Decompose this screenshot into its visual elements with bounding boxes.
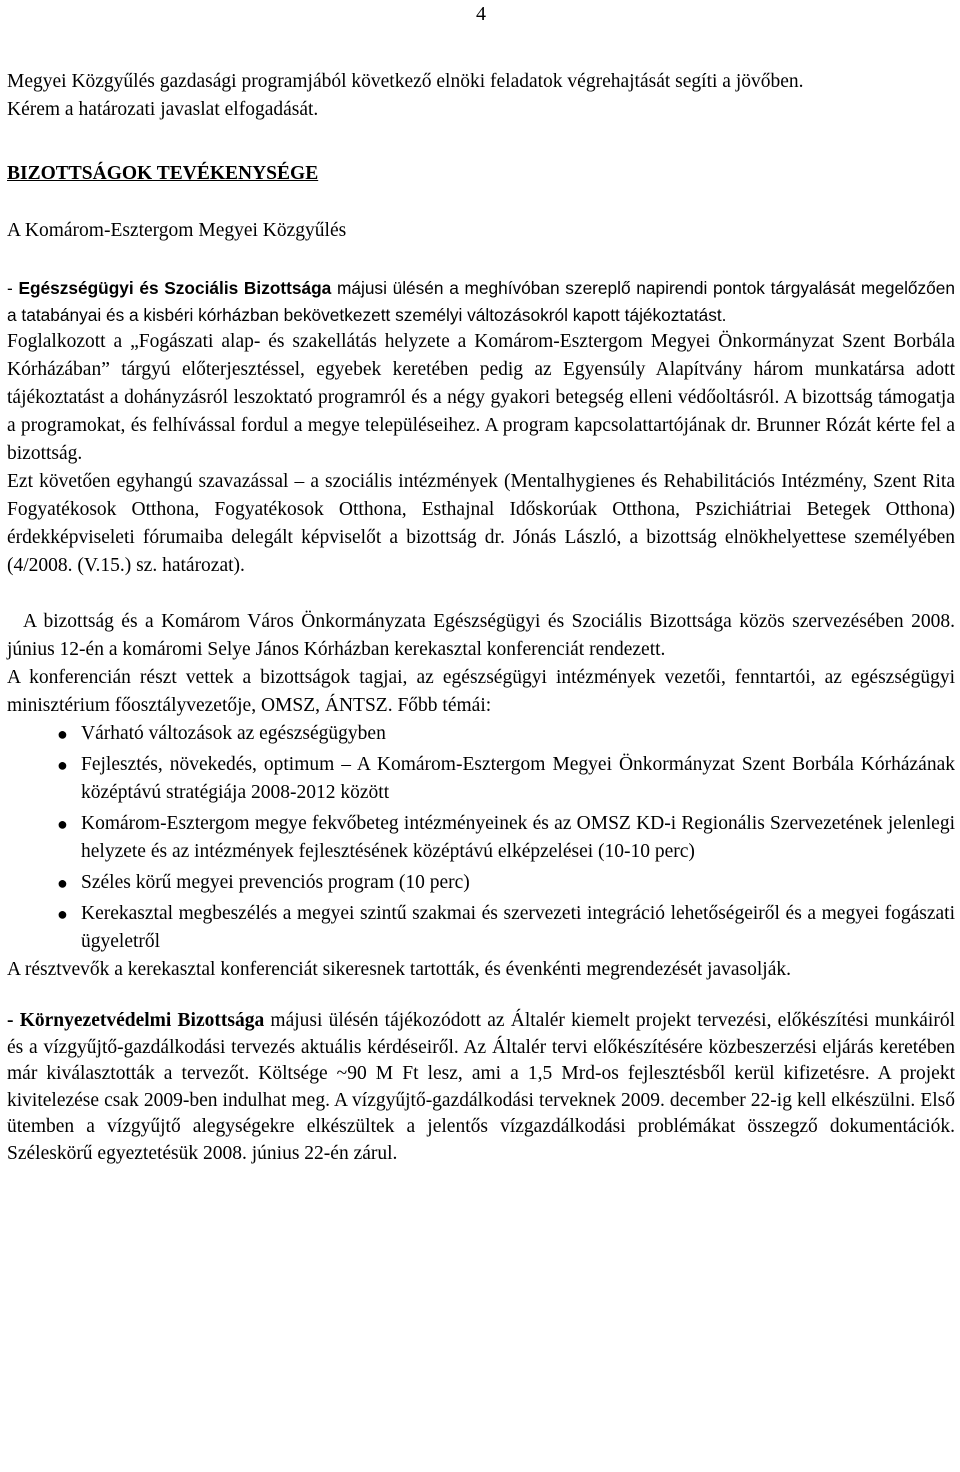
bullet-icon: ●: [57, 873, 68, 893]
health-committee-paragraph-1: [7, 275, 955, 328]
bullet-icon: ●: [57, 904, 68, 924]
health-committee-paragraph-6: A résztvevők a kerekasztal konferenciát sikeresnek tartották, és évenkénti megrendezését javasolják.: [7, 959, 791, 980]
environment-committee-name: Környezetvédelmi Bizottsága: [19, 1010, 265, 1031]
section-title: BIZOTTSÁGOK TEVÉKENYSÉGE: [7, 163, 319, 184]
health-committee-paragraph-2: Foglalkozott a „Fogászati alap- és szakellátás helyzete a Komárom-Esztergom Megyei Önkormányzat Szent Borbála Kórházában” tárgyú előterjesztéssel, egyebek keretében pedig az Egyensúly Alapítvány három munkatársa adott tájékoztatást a dohányzásról leszoktató programról és a négy gyakori betegség elleni védőoltásról. A bizottság támogatja a programokat, és felhívással fordul a megye településeihez. A program kapcsolattartójának dr. Brunner Rózát kérte fel a bizottság.: [7, 331, 955, 464]
conference-topics-list: [7, 720, 955, 956]
health-committee-paragraph-4: A bizottság és a Komárom Város Önkormányzata Egészségügyi és Szociális Bizottsága közös szervezésében 2008. június 12-én a komáromi Selye János Kórházban kerekasztal konferenciát rendezett.: [7, 611, 955, 660]
intro-request: Kérem a határozati javaslat elfogadását.: [7, 99, 319, 120]
environment-committee-prefix: -: [7, 1010, 20, 1031]
health-committee-paragraph-5: A konferencián részt vettek a bizottságok tagjai, az egészségügyi intézmények vezetői, fenntartói, az egészségügyi minisztérium főosztályvezetője, OMSZ, ÁNTSZ. Főbb témái:: [7, 667, 955, 716]
list-item: ● Fejlesztés, növekedés, optimum – A Komárom-Esztergom Megyei Önkormányzat Szent Borbála Kórházának középtávú stratégiája 2008-2012 között: [81, 751, 955, 807]
environment-committee-paragraph: [7, 1008, 955, 1167]
environment-committee-text: májusi ülésén tájékozódott az Általér kiemelt projekt tervezési, előkészítési munkáiról és a vízgyűjtő-gazdálkodási tervezés aktuális kérdéseiről. Az Általér tervi előkészítésére közbeszerzési eljárás keretében már kiválasztották a tervezőt. Költsége ~90 M Ft lesz, ami a 1,5 Mrd-os fejlesztésből kerül kifizetésre. A projekt kivitelezése csak 2009-ben indulhat meg. A vízgyűjtő-gazdálkodási terveknek 2009. december 22-ig kell elkészülni. Első ütemben a vízgyűjtő alegységekre elkészültek a jelentős vízgazdálkodási problémákat összegző dokumentációk. Széleskörű egyeztetésük 2008. június 22-én zárul.: [7, 1010, 955, 1164]
health-committee-intro-text: májusi ülésén a meghívóban szereplő napirendi pontok tárgyalását megelőzően a tatabányai és a kisbéri kórházban bekövetkezett személyi változásokról kapott tájékoztatást.: [7, 278, 955, 325]
bullet-icon: ●: [57, 814, 68, 834]
bullet-icon: ●: [57, 755, 68, 775]
intro-paragraph: Megyei Közgyűlés gazdasági programjából következő elnöki feladatok végrehajtását segíti a jövőben.: [7, 71, 804, 92]
list-item: ● Várható változások az egészségügyben: [81, 720, 955, 748]
list-item: ● Komárom-Esztergom megye fekvőbeteg intézményeinek és az OMSZ KD-i Regionális Szervezetének jelenlegi helyzete és az intézmények fejlesztésének középtávú elképzelései (10-10 perc): [81, 810, 955, 866]
bullet-icon: ●: [57, 724, 68, 744]
health-committee-prefix: -: [7, 278, 19, 298]
page-number: 4: [476, 3, 486, 25]
document-body: [7, 68, 955, 1167]
health-committee-paragraph-3: Ezt követően egyhangú szavazással – a szociális intézmények (Mentalhygienes és Rehabilitációs Intézmény, Szent Rita Fogyatékosok Otthona, Fogyatékosok Otthona, Esthajnal Időskorúak Otthona, Pszichiátriai Betegek Otthona) érdekképviseleti fórumaiba delegált képviselőt a bizottság dr. Jónás László, a bizottság elnökhelyettese személyében (4/2008. (V.15.) sz. határozat).: [7, 471, 955, 576]
list-item: ● Kerekasztal megbeszélés a megyei szintű szakmai és szervezeti integráció lehetőségeiről és a megyei fogászati ügyeletről: [81, 900, 955, 956]
health-committee-name: Egészségügyi és Szociális Bizottsága: [18, 278, 332, 298]
assembly-line: A Komárom-Esztergom Megyei Közgyűlés: [7, 220, 347, 241]
list-item: ● Széles körű megyei prevenciós program (10 perc): [81, 869, 955, 897]
